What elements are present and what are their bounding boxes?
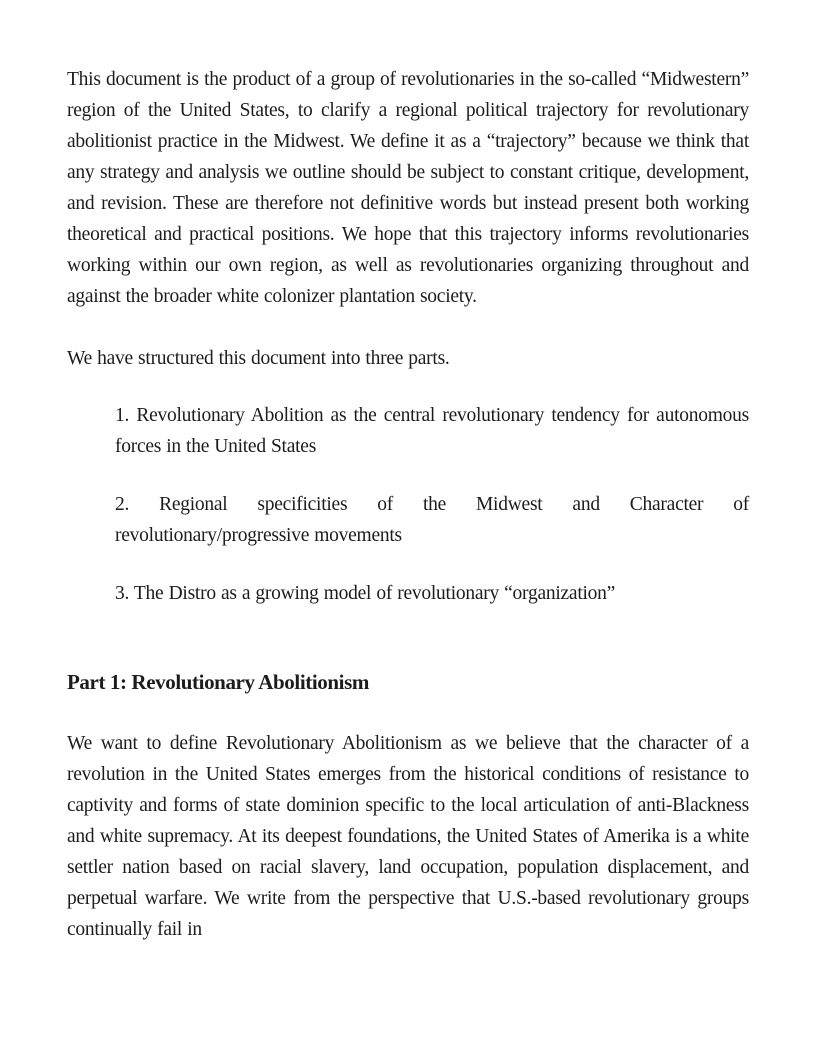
document-page [67,64,749,945]
structure-paragraph: We have structured this document into three parts. [67,348,450,369]
section-heading: Part 1: Revolutionary Abolitionism [67,670,369,694]
list-item: 1. Revolutionary Abolition as the central revolutionary tendency for autonomous forces in the United States [115,405,749,457]
section-paragraph: We want to define Revolutionary Abolitionism as we believe that the character of a revolution in the United States emerges from the historical conditions of resistance to captivity and forms of state dominion specific to the local articulation of anti-Blackness and white supremacy. At its deepest foundations, the United States of Amerika is a white settler nation based on racial slavery, land occupation, population displacement, and perpetual warfare. We write from the perspective that U.S.-based revolutionary groups continually fail in [67,733,749,940]
list-item: 2. Regional specificities of the Midwest and Character of revolutionary/progressive movements [115,494,749,546]
list-item: 3. The Distro as a growing model of revolutionary “organization” [115,583,616,604]
parts-list [67,400,749,609]
intro-paragraph: This document is the product of a group of revolutionaries in the so-called “Midwestern” region of the United States, to clarify a regional political trajectory for revolutionary abolitionist practice in the Midwest. We define it as a “trajectory” because we think that any strategy and analysis we outline should be subject to constant critique, development, and revision. These are therefore not definitive words but instead present both working theoretical and practical positions. We hope that this trajectory informs revolutionaries working within our own region, as well as revolutionaries organizing throughout and against the broader white colonizer plantation society. [67,69,749,307]
